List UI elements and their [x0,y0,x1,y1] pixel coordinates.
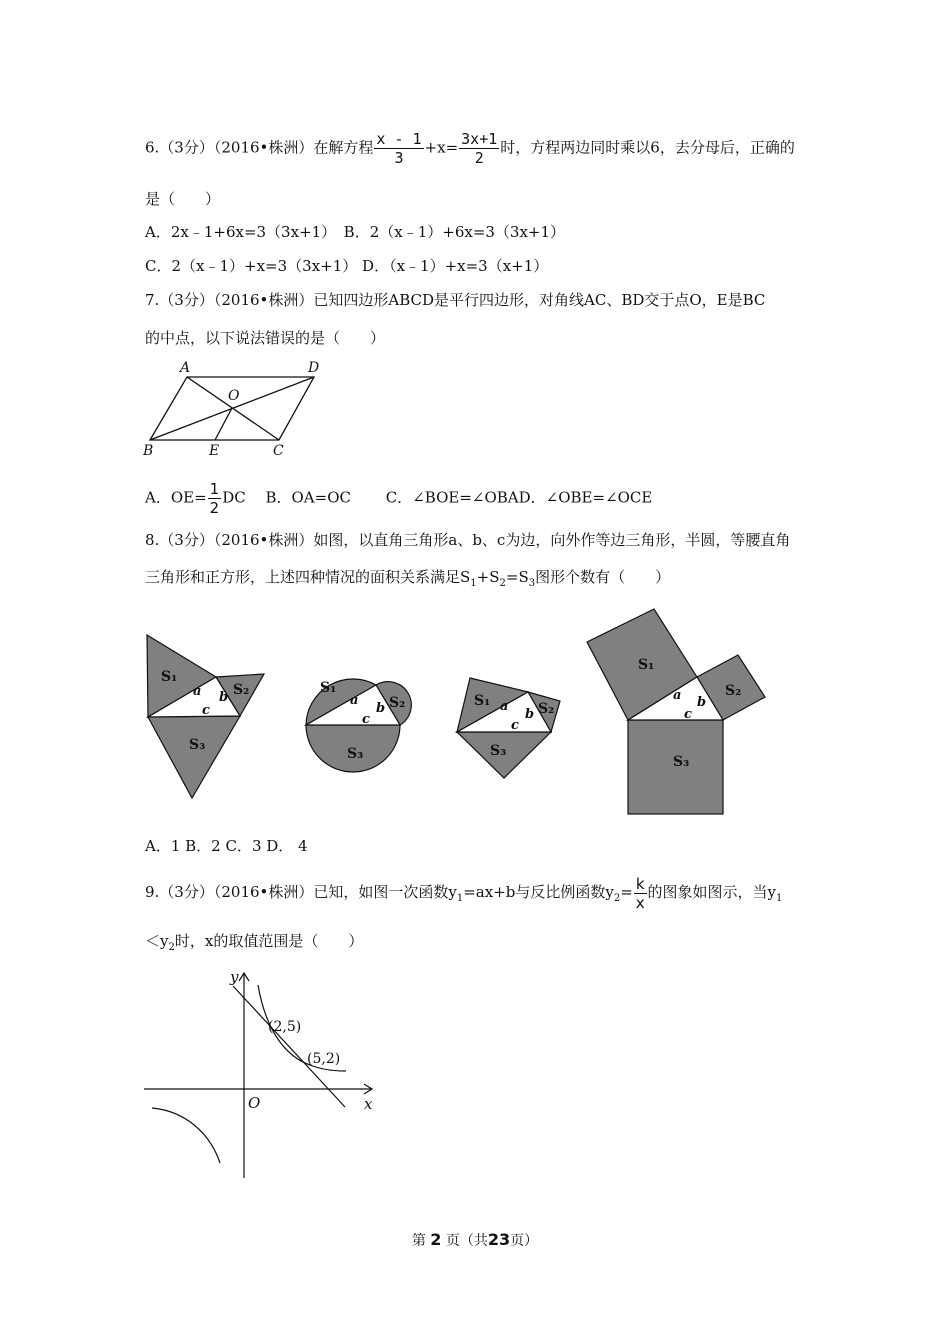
q9-eq: = [620,883,633,901]
q6-prefix: 6.（3分）（2016•株洲）在解方程 [145,138,374,157]
q9-frac-den: x [635,893,645,912]
q7-label-o: O [228,388,240,404]
footer-post: 页） [510,1233,539,1249]
q8-fig2-label-a: a [350,693,359,708]
q6-line2: 是（ ） [145,190,221,208]
q8-line1: 8.（3分）（2016•株洲）如图，以直角三角形a、b、c为边，向外作等边三角形，半圆，等腰直角 [145,531,791,549]
q9-label-point-5-2: (5,2) [307,1051,341,1067]
q9-line1 [145,872,782,919]
q9-sub2: 2 [613,893,621,904]
q7-options [145,480,652,517]
q8-fig1-label-b: b [219,690,229,705]
q7-label-d: D [308,360,320,376]
q7-label-c: C [273,443,284,459]
q6-frac2-den: 2 [474,149,484,167]
q7-label-e: E [209,443,220,459]
q8-fig4-label-a: a [673,688,682,703]
q7-option-a-suffix: DC [222,488,246,507]
q8-fig1-label-a: a [193,684,202,699]
q6-frac1-num: x - 1 [376,130,422,148]
q9-line1-mid: =ax+b与反比例函数y [463,883,614,901]
q8-line2 [145,567,670,594]
q8-fig1-s3 [148,716,240,798]
q7-label-b: B [143,443,154,459]
q8-line2-mid2: =S [505,568,529,586]
q7-line1: 7.（3分）（2016•株洲）已知四边形ABCD是平行四边形，对角线AC、BD交于点O，E是BC [145,291,766,309]
q8-fig1-label-s1: S₁ [161,669,178,685]
q7-line2: 的中点，以下说法错误的是（ ） [145,329,386,347]
q8-fig3-label-s1: S₁ [474,693,491,709]
q7-option-a-fraction [208,480,222,517]
footer-mid: 页（共 [445,1233,488,1249]
page-footer [0,1230,950,1250]
q7-parallelogram-figure [140,358,340,462]
q9-line2-post: 时，x的取值范围是（ ） [174,932,364,950]
q8-figure-isosceles-right [457,678,560,778]
q8-fig1-label-s3: S₃ [189,737,206,753]
q9-label-point-2-5: (2,5) [268,1019,302,1035]
q8-sub1: 1 [470,578,477,589]
footer-pre: 第 [411,1233,426,1249]
q8-fig4-label-b: b [697,695,707,710]
q8-fig2-label-b: b [376,701,386,716]
q8-fig4-label-s3: S₃ [673,754,690,770]
q8-fig4-label-s2: S₂ [725,683,742,699]
q8-fig1-label-s2: S₂ [233,682,250,698]
q9-line1-post: 的图象如图示，当y [647,883,776,901]
q7-optA-num: 1 [209,480,220,498]
q9-line2-pre: ＜y [145,932,169,950]
q8-fig4-label-c: c [684,707,692,722]
q8-fig2-label-s2: S₂ [389,695,406,711]
q8-figures [140,600,780,825]
q8-fig3-label-c: c [511,718,519,733]
q7-option-a-prefix: A．OE= [145,488,207,507]
q7-optA-den: 2 [209,499,220,517]
q9-label-x: x [364,1095,373,1113]
q8-line2-post: 图形个数有（ ） [535,568,671,586]
q8-fig3-label-s3: S₃ [490,743,507,759]
q9-hyperbola-branch-2 [152,1108,220,1163]
q9-fraction [634,875,647,912]
q9-sub3: 1 [775,893,783,904]
q9-label-y: y [230,968,239,986]
q8-sub3: 3 [528,578,536,589]
q6-plus-x: +x= [424,138,459,157]
q8-line2-pre: 三角形和正方形，上述四种情况的面积关系满足S [145,568,471,586]
q9-graph-figure [140,965,385,1185]
footer-page-number: 2 [430,1230,442,1249]
q6-fraction-2 [459,130,499,167]
q8-fig3-label-a: a [500,699,509,714]
q8-line2-mid1: +S [476,568,500,586]
q7-label-a: A [180,360,191,376]
q6-frac1-den: 3 [394,149,404,167]
q9-label-origin: O [248,1094,261,1112]
q9-sub1: 1 [456,893,464,904]
q8-fig3-label-s2: S₂ [538,701,555,717]
q8-fig1-label-c: c [202,703,210,718]
q9-frac-num: k [635,874,645,893]
q6-suffix: 时，方程两边同时乘以6，去分母后，正确的 [500,138,795,157]
q8-options: A．1 B．2 C．3 D． 4 [145,837,308,855]
q8-fig2-label-c: c [362,712,370,727]
q8-fig2-label-s3: S₃ [347,746,364,762]
q6-options-ab: A．2x﹣1+6x=3（3x+1） B．2（x﹣1）+6x=3（3x+1） [145,223,566,241]
q6-fraction-1 [374,130,423,167]
q7-options-bcd: B．OA=OC C．∠BOE=∠OBAD．∠OBE=∠OCE [245,488,653,507]
q9-line1-pre: 9.（3分）（2016•株洲）已知，如图一次函数y [145,883,457,901]
q9-sub4: 2 [168,942,175,953]
q8-sub2: 2 [499,578,506,589]
q8-fig3-label-b: b [525,707,535,722]
q6-line1 [145,130,795,167]
q9-line2 [145,931,363,958]
q8-figure-squares [587,609,765,814]
footer-total-pages: 23 [487,1230,511,1249]
q7-segment-oe [215,408,232,440]
q6-options-cd: C．2（x﹣1）+x=3（3x+1） D．（x﹣1）+x=3（x+1） [145,257,549,275]
q6-frac2-num: 3x+1 [461,130,498,148]
q8-fig4-label-s1: S₁ [638,657,655,673]
q8-fig2-label-s1: S₁ [320,680,337,696]
